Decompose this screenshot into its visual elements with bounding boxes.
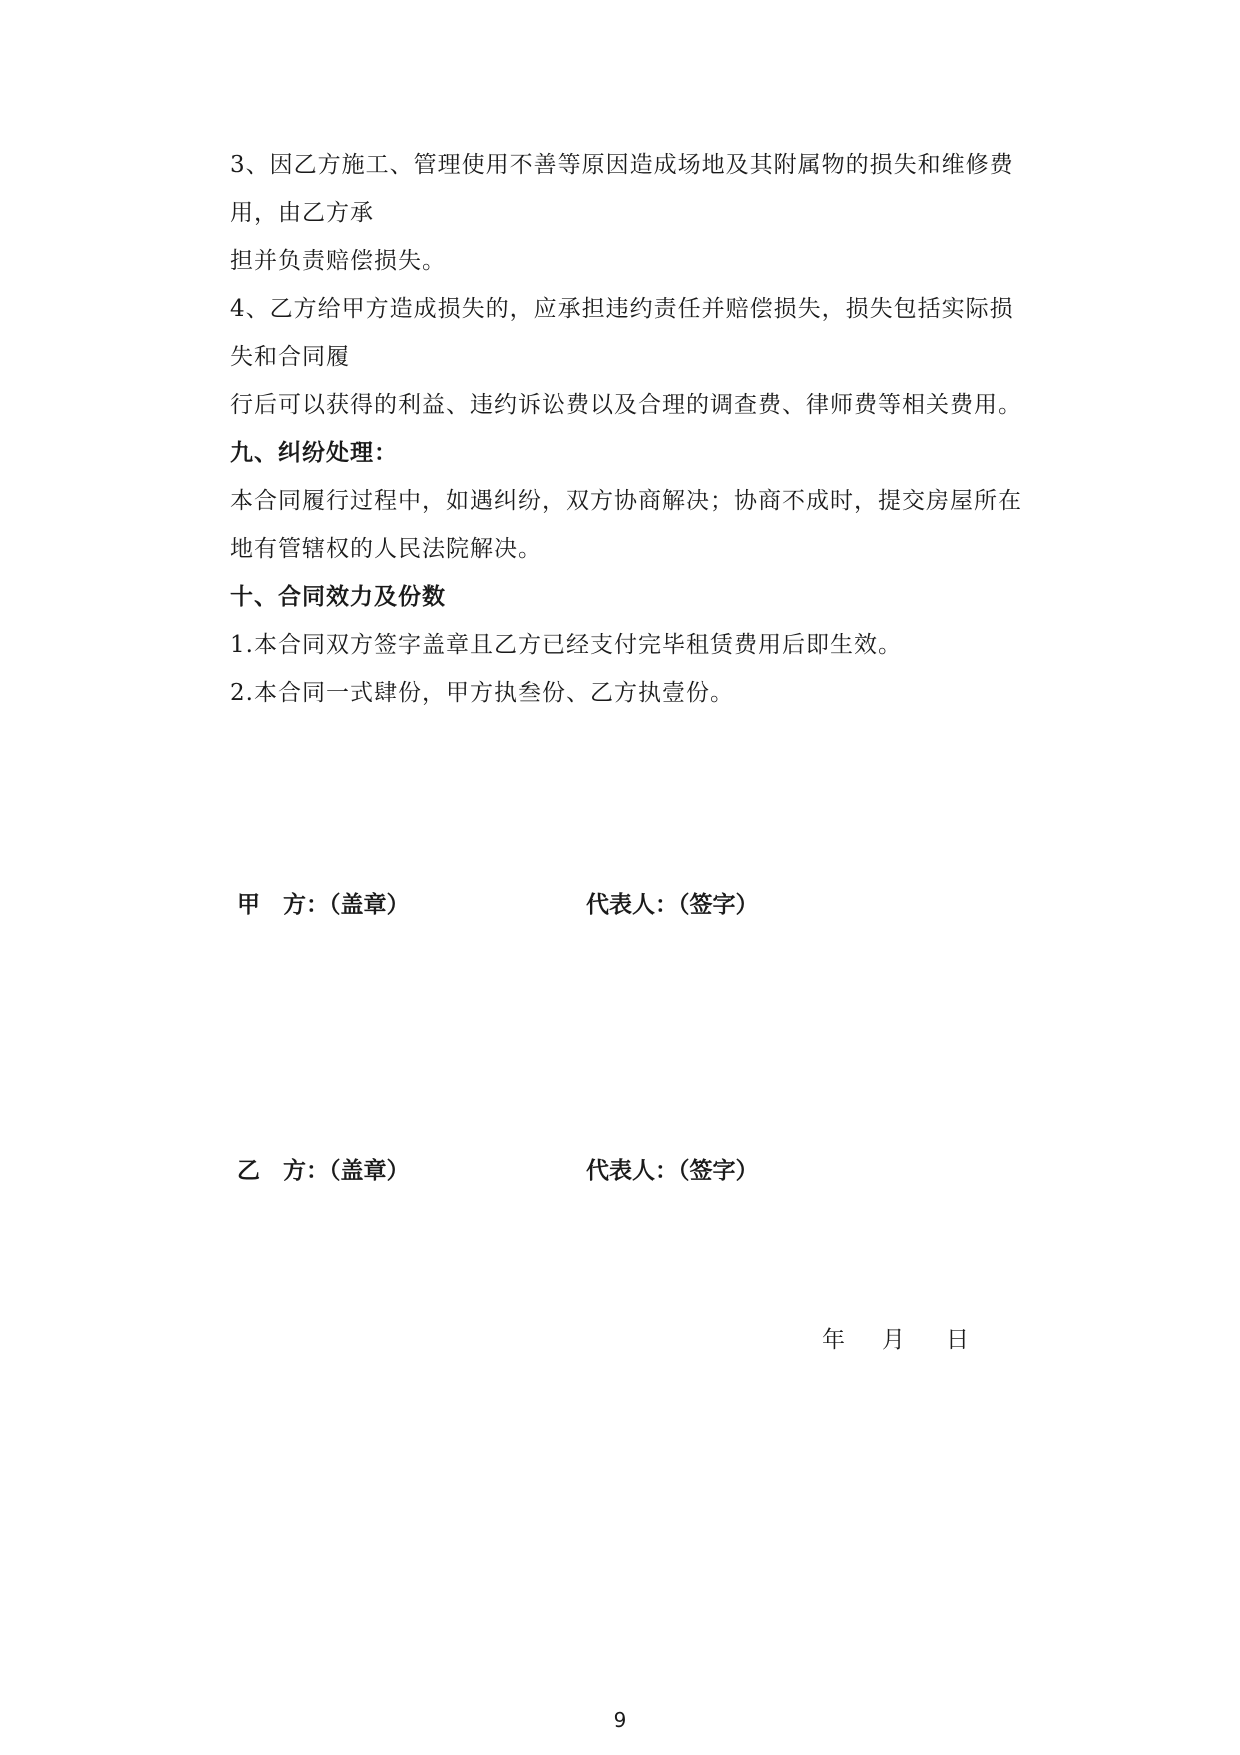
section-9-heading: 九、纠纷处理： bbox=[230, 440, 398, 466]
clause-3-line-2: 用，由乙方承 bbox=[230, 200, 374, 226]
date-day-label: 日 bbox=[946, 1327, 969, 1353]
page-number: 9 bbox=[613, 1708, 627, 1732]
section-10-item-2: 2.本合同一式肆份，甲方执叁份、乙方执壹份。 bbox=[230, 680, 734, 706]
party-b-seal-label: 乙 方：（盖章） bbox=[237, 1158, 410, 1184]
section-9-line-2: 地有管辖权的人民法院解决。 bbox=[230, 536, 542, 562]
clause-3-line-1: 3、因乙方施工、管理使用不善等原因造成场地及其附属物的损失和维修费 bbox=[230, 152, 1014, 178]
date-month-label: 月 bbox=[882, 1327, 905, 1353]
date-year-label: 年 bbox=[822, 1327, 845, 1353]
section-10-item-1: 1.本合同双方签字盖章且乙方已经支付完毕租赁费用后即生效。 bbox=[230, 632, 902, 658]
clause-4-line-2: 失和合同履 bbox=[230, 344, 350, 370]
party-a-representative-label: 代表人：（签字） bbox=[586, 892, 759, 918]
clause-4-line-3: 行后可以获得的利益、违约诉讼费以及合理的调查费、律师费等相关费用。 bbox=[230, 392, 1022, 418]
clause-3-line-3: 担并负责赔偿损失。 bbox=[230, 248, 446, 274]
section-9-line-1: 本合同履行过程中，如遇纠纷，双方协商解决；协商不成时，提交房屋所在 bbox=[230, 488, 1022, 514]
party-b-representative-label: 代表人：（签字） bbox=[586, 1158, 759, 1184]
party-a-seal-label: 甲 方：（盖章） bbox=[237, 892, 410, 918]
clause-4-line-1: 4、乙方给甲方造成损失的，应承担违约责任并赔偿损失，损失包括实际损 bbox=[230, 296, 1014, 322]
section-10-heading: 十、合同效力及份数 bbox=[230, 584, 446, 610]
